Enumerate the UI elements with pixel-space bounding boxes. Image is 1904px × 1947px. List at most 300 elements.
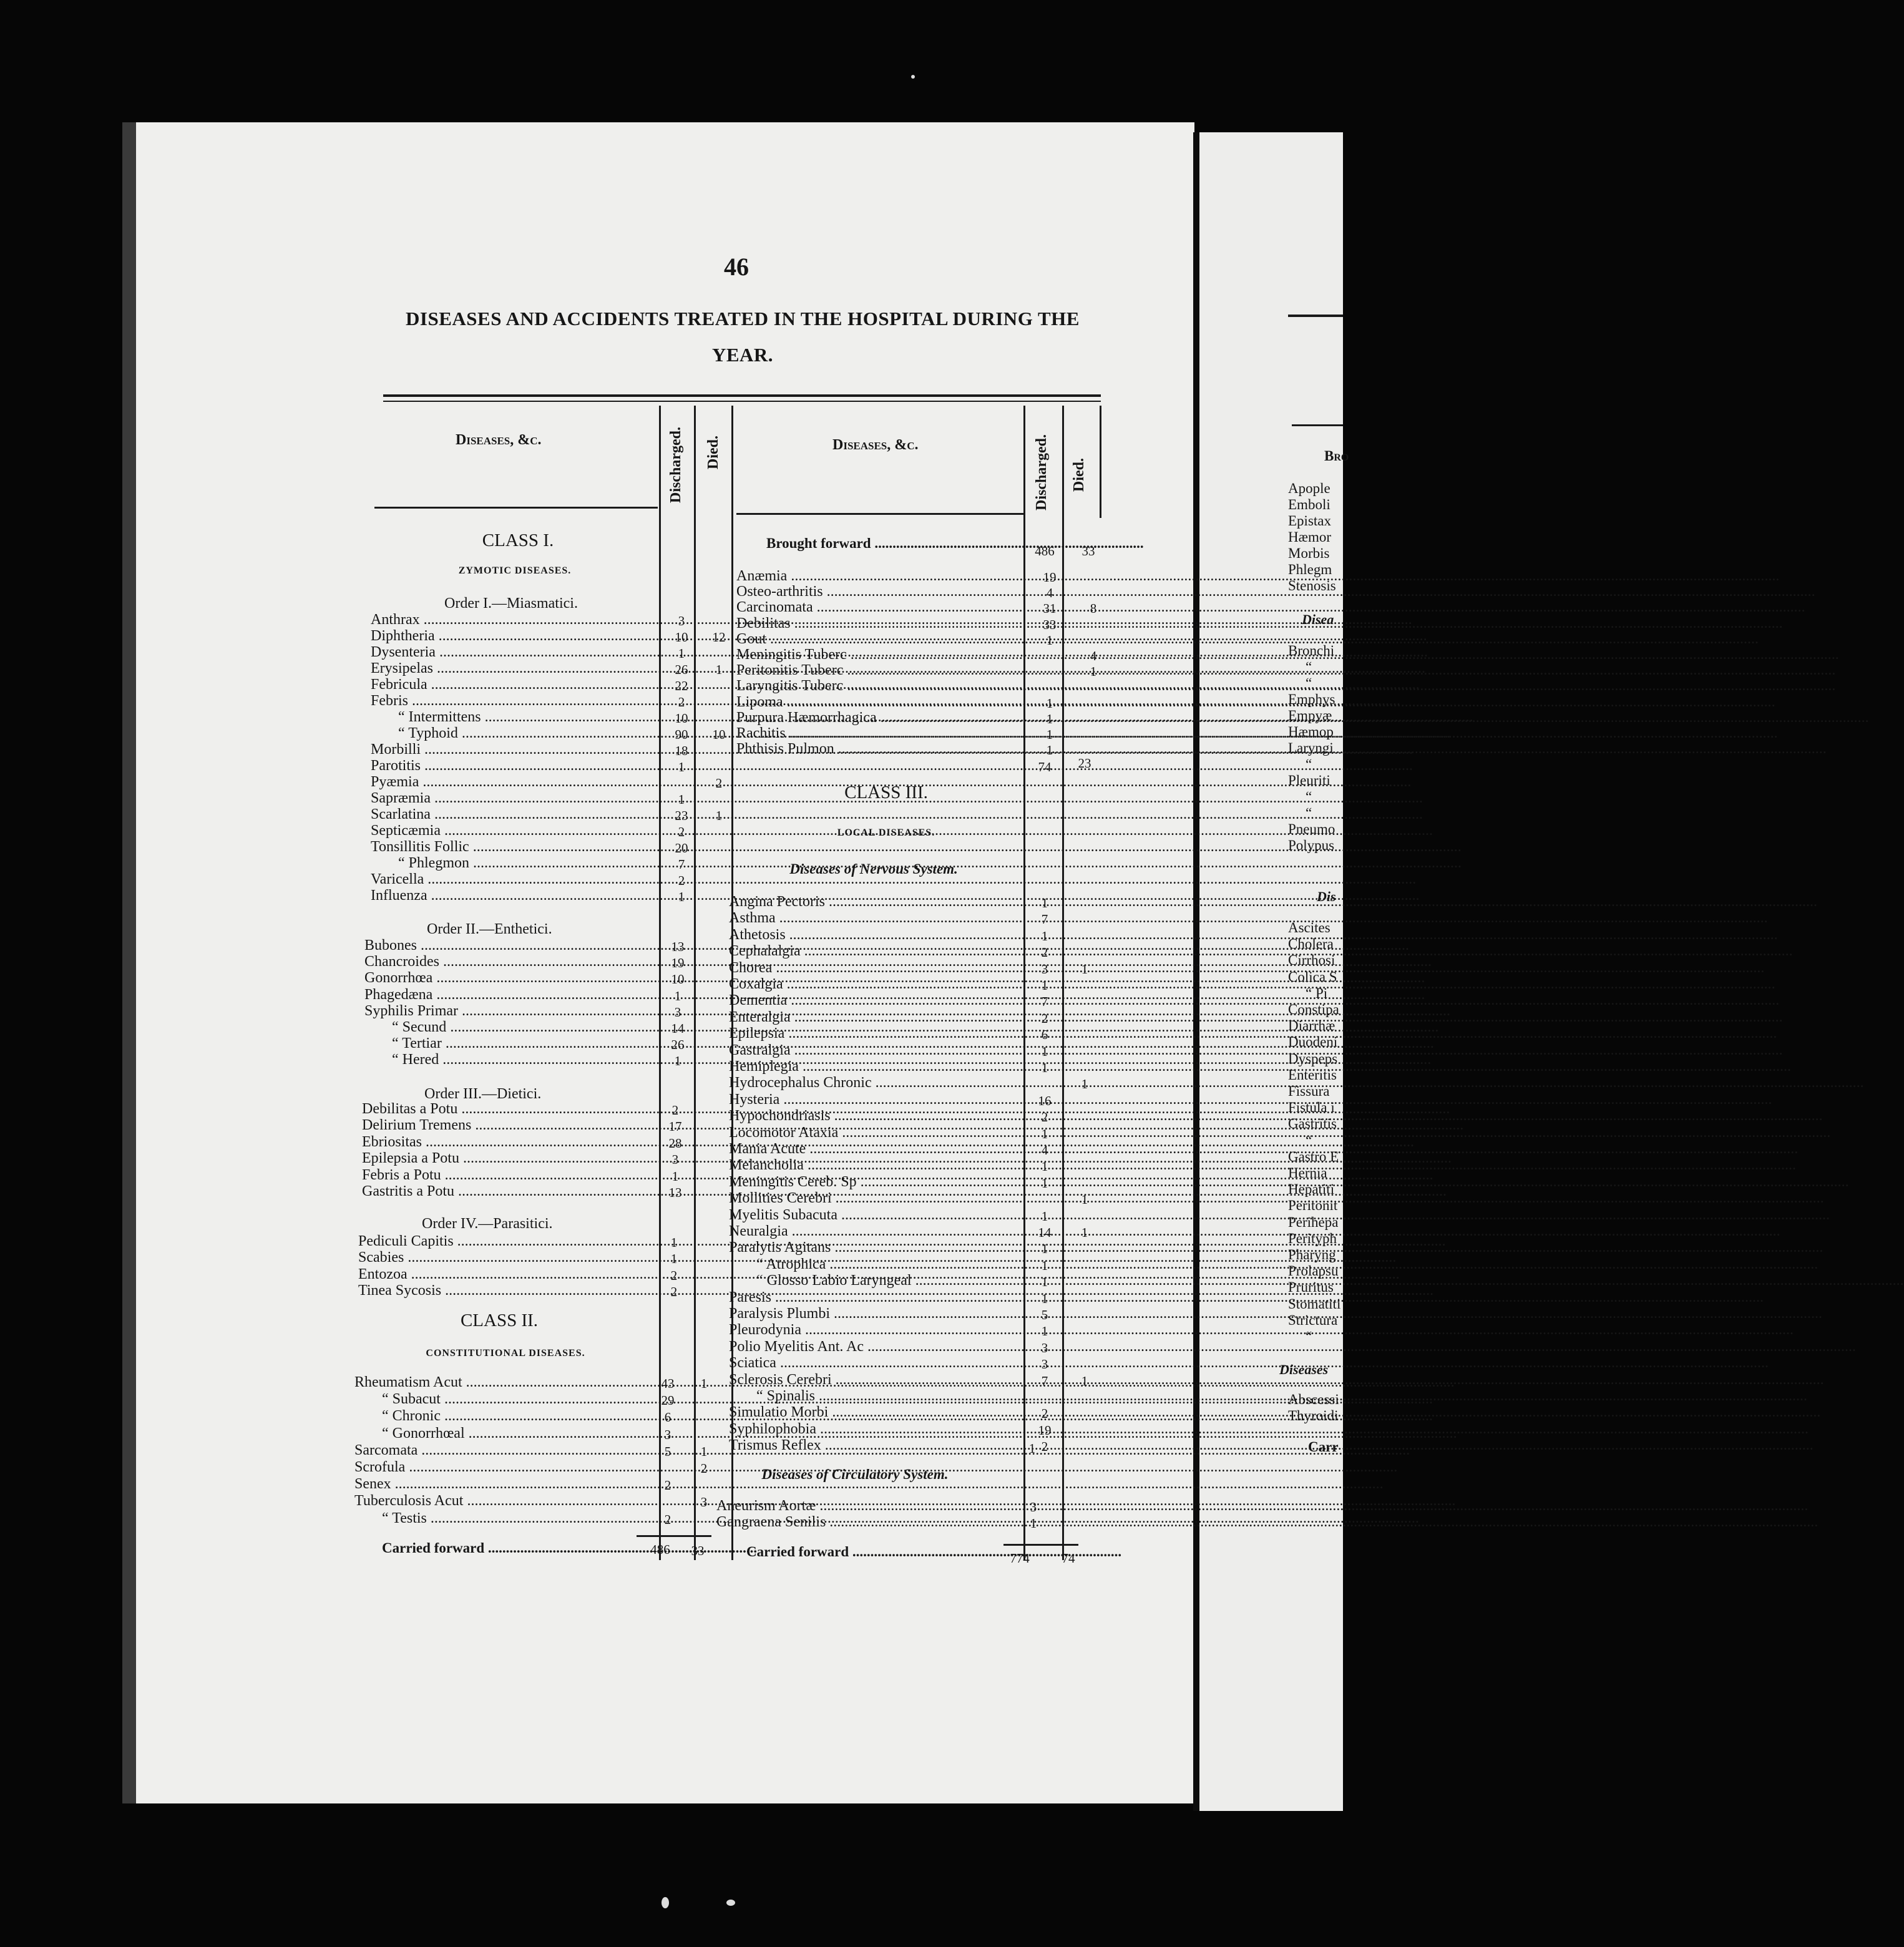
table-row xyxy=(729,1141,1016,1157)
disease-name: Angina Pectoris ..... xyxy=(729,894,1817,910)
died-count: 1 xyxy=(715,662,723,677)
next-page-row: Stenosis xyxy=(1288,578,1336,593)
disease-name: Simulatio Morbi ..... xyxy=(729,1404,1820,1420)
next-page-row: Bronchi xyxy=(1288,643,1335,658)
table-row xyxy=(736,583,1022,600)
discharged-count: 3 xyxy=(674,1004,681,1020)
table-row xyxy=(382,1408,649,1424)
table-row xyxy=(729,927,1016,943)
disease-name: Enteralgia ..... xyxy=(729,1009,1783,1025)
discharged-count: 1 xyxy=(1041,895,1048,910)
disease-name: “ Gonorrhœal ..... xyxy=(382,1425,1457,1442)
discharged-count: 2 xyxy=(1041,1406,1048,1422)
next-page-row: Duodeni xyxy=(1288,1034,1338,1050)
page-title xyxy=(374,301,1111,373)
table-row xyxy=(729,910,1016,926)
next-page-row: Colica S xyxy=(1288,969,1337,985)
header-diseases-left: Diseases, &c. xyxy=(456,432,542,448)
next-page-row: Pleuriti xyxy=(1288,773,1330,788)
discharged-count: 1 xyxy=(674,988,681,1003)
disease-name: Rheumatism Acut ..... xyxy=(354,1374,1455,1390)
next-page-row: Fissura xyxy=(1288,1083,1330,1099)
disease-name: “ Intermittens ..... xyxy=(398,709,1473,725)
next-page-rule xyxy=(1288,315,1343,317)
disease-name: Trismus Reflex ..... xyxy=(729,1437,1814,1453)
table-row xyxy=(729,1305,1016,1322)
col-rule xyxy=(1100,406,1101,518)
next-page-row: Cholera xyxy=(1288,936,1334,952)
discharged-count: 2 xyxy=(1041,1439,1048,1455)
discharged-count: 1 xyxy=(1041,1324,1048,1339)
trismus-extra: 1 xyxy=(1028,1441,1036,1456)
disease-name: “ Typhoid ..... xyxy=(398,725,1450,741)
next-page-row: Cirrhosi xyxy=(1288,952,1335,969)
discharged-count: 14 xyxy=(671,1021,685,1036)
table-row xyxy=(371,628,653,644)
table-row xyxy=(371,774,653,790)
discharged-count: 4 xyxy=(1041,1143,1048,1158)
table-row xyxy=(729,992,1016,1008)
disease-name: Neuralgia ..... xyxy=(729,1223,1780,1239)
disease-name: Dysenteria ..... xyxy=(371,644,1428,660)
disease-name: Cephalalgia ..... xyxy=(729,943,1793,959)
discharged-count: 1 xyxy=(678,759,685,774)
zymotic-heading: ZYMOTIC DISEASES. xyxy=(458,565,572,576)
discharged-count: 33 xyxy=(1043,617,1057,632)
discharged-count: 1 xyxy=(670,1251,678,1267)
next-page-row: “ xyxy=(1306,675,1312,691)
title-line-2: YEAR. xyxy=(711,344,774,366)
discharged-count: 2 xyxy=(1041,1110,1048,1125)
discharged-count: 10 xyxy=(675,630,688,645)
next-page-row: Enteritis xyxy=(1288,1066,1337,1083)
discharged-count: 3 xyxy=(1041,961,1048,977)
discharged-count: 7 xyxy=(1041,994,1048,1010)
next-page-row: Gastro E xyxy=(1288,1148,1339,1164)
table-row xyxy=(729,1091,1016,1108)
constitutional-heading: CONSTITUTIONAL DISEASES. xyxy=(426,1348,585,1359)
table-row xyxy=(364,987,654,1003)
table-row xyxy=(362,1101,654,1117)
next-page-row: Hæmor xyxy=(1288,529,1331,545)
table-row xyxy=(358,1266,653,1282)
disease-name: Febris ..... xyxy=(371,693,1400,709)
discharged-count: 19 xyxy=(1043,570,1057,585)
died-count: 1 xyxy=(700,1443,708,1459)
disease-name: Tonsillitis Follic ..... xyxy=(371,839,1462,855)
next-page-row: Emboli xyxy=(1288,497,1330,512)
next-page-row: “ Pi xyxy=(1306,985,1328,1001)
table-row xyxy=(729,943,1016,959)
left-carried-died: 33 xyxy=(691,1543,705,1558)
disease-name: Hysteria ..... xyxy=(729,1091,1772,1108)
discharged-count: 43 xyxy=(661,1376,675,1391)
disease-name: Epilepsia a Potu ..... xyxy=(362,1150,1452,1166)
table-row xyxy=(371,871,653,887)
table-row xyxy=(392,1019,654,1035)
disease-name: Aneurism Aortæ ..... xyxy=(716,1498,1808,1514)
next-page-row: Abscessi xyxy=(1288,1392,1339,1407)
table-row xyxy=(364,937,654,954)
disease-name: Phagedæna ..... xyxy=(364,987,1425,1003)
discharged-count: 2 xyxy=(678,873,685,888)
right-carried-died: 74 xyxy=(1062,1551,1075,1566)
disease-name: Tinea Sycosis ..... xyxy=(358,1282,1433,1299)
next-page-row: Hæmop xyxy=(1288,724,1334,739)
disease-name: Pyæmia ..... xyxy=(371,774,1411,790)
next-page-row: Fistula i xyxy=(1288,1100,1335,1116)
discharged-count: 4 xyxy=(1046,585,1053,601)
died-count: 4 xyxy=(1090,648,1097,663)
next-page-row: Pruritus xyxy=(1288,1279,1334,1296)
disease-name: Melancholia ..... xyxy=(729,1157,1796,1173)
disease-name: “ Testis ..... xyxy=(382,1510,1419,1526)
discharged-count: 3 xyxy=(671,1152,679,1168)
table-row xyxy=(729,1157,1016,1173)
disease-name: Myelitis Subacuta ..... xyxy=(729,1207,1830,1223)
table-row xyxy=(371,612,653,628)
table-row xyxy=(364,1003,654,1019)
table-row xyxy=(736,662,1022,678)
disease-name: Gout ..... xyxy=(736,631,1759,647)
next-page-italic-heading: Disea xyxy=(1302,612,1334,627)
disease-name: Chorea ..... xyxy=(729,960,1764,976)
discharged-count: 1 xyxy=(1041,1291,1048,1306)
table-row xyxy=(736,694,1022,710)
discharged-count: 1 xyxy=(670,1235,678,1250)
disease-name: Dementia ..... xyxy=(729,992,1779,1008)
table-row xyxy=(382,1510,649,1526)
died-count: 1 xyxy=(700,1376,708,1391)
table-row xyxy=(756,1256,1016,1272)
table-row xyxy=(362,1167,654,1183)
disease-name: Entozoa ..... xyxy=(358,1266,1400,1282)
disease-name: Syphilophobia ..... xyxy=(729,1421,1809,1437)
discharged-count: 1 xyxy=(1041,928,1048,944)
next-page-row: Dyspeps xyxy=(1288,1050,1338,1066)
next-page-row: “ xyxy=(1306,659,1312,675)
next-page-header: Bro xyxy=(1324,448,1349,464)
discharged-count: 2 xyxy=(670,1267,678,1283)
left-carried-forward-label: Carried forward ..... xyxy=(382,1540,634,1556)
table-row xyxy=(729,1404,1016,1420)
died-count: 8 xyxy=(1090,601,1097,617)
disease-name: Debilitas a Potu ..... xyxy=(362,1101,1450,1117)
table-row xyxy=(729,960,1016,976)
table-row xyxy=(371,644,653,660)
class-2-heading: CLASS II. xyxy=(460,1310,539,1330)
table-row xyxy=(358,1249,653,1266)
disease-name: “ Spinalis ..... xyxy=(756,1388,1807,1404)
order-3-heading: Order III.—Dietici. xyxy=(424,1086,542,1102)
disease-name: Pediculi Capitis ..... xyxy=(358,1233,1446,1249)
disease-name: Gonorrhœa ..... xyxy=(364,970,1425,986)
table-top-rule-2 xyxy=(383,401,1101,402)
table-row xyxy=(736,631,1022,647)
table-row xyxy=(362,1150,654,1166)
table-row xyxy=(729,976,1016,992)
table-row xyxy=(756,1272,1016,1289)
next-page-row: Stomatiti xyxy=(1288,1296,1341,1312)
phthisis-discharged: 74 xyxy=(1038,759,1052,774)
disease-name: Meningitis Cereb. Sp ..... xyxy=(729,1174,1849,1190)
right-carried-discharged: 774 xyxy=(1010,1551,1030,1566)
discharged-count: 2 xyxy=(670,1284,678,1300)
table-row xyxy=(354,1374,649,1390)
header-diseases-right: Diseases, &c. xyxy=(832,437,919,453)
table-row xyxy=(729,1289,1016,1305)
table-row xyxy=(392,1035,654,1052)
discharged-count: 1 xyxy=(1041,1126,1048,1141)
table-row xyxy=(729,1174,1016,1190)
disease-name: Lipoma ..... xyxy=(736,694,1775,710)
disease-name: Paralytis Agitans ..... xyxy=(729,1239,1823,1256)
discharged-count: 13 xyxy=(668,1185,682,1200)
table-row xyxy=(729,1042,1016,1058)
table-row xyxy=(371,790,653,806)
class-1-heading: CLASS I. xyxy=(482,530,554,550)
disease-name: Morbilli ..... xyxy=(371,741,1413,758)
discharged-count: 19 xyxy=(671,955,685,971)
discharged-count: 14 xyxy=(1038,1225,1052,1240)
discharged-count: 1 xyxy=(1046,632,1053,648)
disease-name: Purpura Hæmorrhagica ..... xyxy=(736,710,1869,726)
next-page-row: “ xyxy=(1306,1329,1312,1344)
disease-name: Varicella ..... xyxy=(371,871,1416,887)
discharged-count: 2 xyxy=(678,824,685,839)
nervous-heading: Diseases of Nervous System. xyxy=(789,861,958,877)
table-row xyxy=(354,1476,649,1492)
discharged-count: 26 xyxy=(671,1037,685,1053)
table-row xyxy=(358,1233,653,1249)
disease-name: Anthrax ..... xyxy=(371,612,1412,628)
disease-name: Mania Acute ..... xyxy=(729,1141,1798,1157)
table-row xyxy=(729,1355,1016,1371)
table-row xyxy=(736,725,1022,741)
disease-name: Scarlatina ..... xyxy=(371,806,1423,822)
table-row xyxy=(364,970,654,986)
discharged-count: 1 xyxy=(1041,1159,1048,1174)
table-row xyxy=(398,855,653,871)
table-row xyxy=(729,1190,1016,1206)
next-page-row: Gastritis xyxy=(1288,1116,1337,1132)
disease-name: Syphilis Primar ..... xyxy=(364,1003,1450,1019)
disease-name: Scrofula ..... xyxy=(354,1459,1397,1475)
class-3-heading: CLASS III. xyxy=(844,783,928,803)
disease-name: Gangraena Senilis ..... xyxy=(716,1514,1818,1530)
phthisis-died: 23 xyxy=(1078,756,1091,771)
discharged-count: 2 xyxy=(678,695,685,710)
disease-name: Diphtheria ..... xyxy=(371,628,1427,644)
table-row xyxy=(382,1425,649,1442)
disease-name: Gastritis a Potu ..... xyxy=(362,1183,1447,1199)
disease-name: Polio Myelitis Ant. Ac ..... xyxy=(729,1339,1856,1355)
died-count: 1 xyxy=(1081,1192,1088,1208)
discharged-count: 7 xyxy=(1041,1373,1048,1388)
discharged-count: 10 xyxy=(675,711,688,726)
table-row xyxy=(729,1421,1016,1437)
table-row xyxy=(729,1058,1016,1075)
discharged-count: 1 xyxy=(1041,1060,1048,1075)
next-page-row: Emphys xyxy=(1288,691,1335,707)
discharged-count: 3 xyxy=(1030,1500,1037,1515)
brought-forward-label: Brought forward ..... xyxy=(766,535,1016,552)
discharged-count: 19 xyxy=(1038,1422,1052,1438)
next-page-row: Apople xyxy=(1288,481,1330,496)
disease-name: Hypochondriasis ..... xyxy=(729,1108,1823,1124)
discharged-count: 3 xyxy=(664,1427,671,1442)
disease-name: Hemiplegia ..... xyxy=(729,1058,1791,1075)
next-page-row: Pharyng xyxy=(1288,1247,1336,1262)
table-row xyxy=(729,894,1016,910)
died-count: 10 xyxy=(712,727,726,742)
table-row xyxy=(736,568,1022,584)
table-row xyxy=(354,1493,649,1509)
next-page-row: Perihepa xyxy=(1288,1214,1339,1230)
next-page-row: Pneumo xyxy=(1288,821,1335,837)
disease-name: Tuberculosis Acut ..... xyxy=(354,1493,1455,1509)
died-count: 2 xyxy=(715,776,723,791)
header-rule-left xyxy=(374,507,658,509)
table-row xyxy=(729,1108,1016,1124)
disease-name: Epilepsia ..... xyxy=(729,1025,1777,1042)
header-rule-right xyxy=(736,513,1023,515)
table-row xyxy=(382,1391,649,1407)
next-page-row: Morbis xyxy=(1288,545,1330,561)
order-1-heading: Order I.—Miasmatici. xyxy=(444,595,578,612)
discharged-count: 29 xyxy=(661,1393,675,1408)
discharged-count: 1 xyxy=(1041,1257,1048,1273)
next-page-row: Strictura xyxy=(1288,1312,1338,1328)
disease-name: Peritonitis Tuberc ..... xyxy=(736,662,1835,678)
disease-name: “ Hered ..... xyxy=(392,1052,1431,1068)
discharged-count: 2 xyxy=(664,1511,671,1527)
died-count: 1 xyxy=(1081,1373,1088,1388)
page-number: 46 xyxy=(724,253,749,281)
header-died-left: Died. xyxy=(705,436,721,469)
next-page-italic-heading: Diseases xyxy=(1279,1362,1329,1377)
disease-name: Athetosis ..... xyxy=(729,927,1778,943)
scan-speck xyxy=(911,75,915,79)
scan-speck xyxy=(662,1897,669,1908)
next-page-row: Laryngi xyxy=(1288,740,1334,756)
discharged-count: 5 xyxy=(1041,1307,1048,1322)
disease-name: Phthisis Pulmon ..... xyxy=(736,741,1827,757)
next-page-row: Constipa xyxy=(1288,1002,1339,1017)
table-row xyxy=(354,1442,649,1458)
next-page-carried: Carr xyxy=(1308,1439,1339,1455)
disease-name: Mollities Cerebri ..... xyxy=(729,1190,1824,1206)
table-row xyxy=(358,1282,653,1299)
discharged-count: 1 xyxy=(1041,1043,1048,1059)
next-page-row: Empyæ xyxy=(1288,708,1332,723)
disease-name: Sapræmia ..... xyxy=(371,790,1423,806)
table-row xyxy=(736,710,1022,726)
table-row xyxy=(371,676,653,693)
table-row xyxy=(736,678,1022,694)
disease-name: Carcinomata ..... xyxy=(736,599,1805,615)
disease-name: “ Secund ..... xyxy=(392,1019,1438,1035)
disease-name: Febris a Potu ..... xyxy=(362,1167,1433,1183)
table-row xyxy=(729,1125,1016,1141)
disease-name: Sarcomata ..... xyxy=(354,1442,1410,1458)
disease-name: Osteo-arthritis ..... xyxy=(736,583,1815,600)
table-row xyxy=(729,1009,1016,1025)
discharged-count: 18 xyxy=(675,743,688,758)
disease-name: Asthma ..... xyxy=(729,910,1768,926)
disease-name: Sciatica ..... xyxy=(729,1355,1769,1371)
disease-name: Parotitis ..... xyxy=(371,758,1413,774)
disease-name: Paralysis Plumbi ..... xyxy=(729,1305,1822,1322)
next-page-row: Epistax xyxy=(1288,513,1331,529)
table-row xyxy=(371,693,653,709)
table-row xyxy=(729,1075,1016,1091)
disease-name: Meningitis Tuberc ..... xyxy=(736,647,1839,663)
table-row xyxy=(371,660,653,676)
discharged-count: 1 xyxy=(678,646,685,661)
disease-name: Pleurodynia ..... xyxy=(729,1322,1794,1338)
discharged-count: 1 xyxy=(678,889,685,904)
discharged-count: 17 xyxy=(668,1119,682,1135)
circulatory-heading: Diseases of Circulatory System. xyxy=(761,1466,949,1482)
scan-speck xyxy=(726,1900,735,1906)
table-row xyxy=(736,599,1022,615)
disease-name: Coxalgia ..... xyxy=(729,976,1775,992)
next-page-row: Phlegm xyxy=(1288,562,1332,577)
table-row xyxy=(371,758,653,774)
died-count: 12 xyxy=(712,630,726,645)
table-row xyxy=(729,1372,1016,1388)
table-top-rule xyxy=(383,394,1101,397)
disease-name: Gastralgia ..... xyxy=(729,1042,1783,1058)
disease-name: Chancroides ..... xyxy=(364,954,1432,970)
disease-name: “ Phlegmon ..... xyxy=(398,855,1462,871)
discharged-count: 1 xyxy=(671,1168,679,1184)
table-row xyxy=(398,709,653,725)
died-count: 1 xyxy=(715,808,723,823)
brought-discharged: 486 xyxy=(1035,544,1055,559)
discharged-count: 1 xyxy=(1041,1274,1048,1290)
table-row xyxy=(729,1339,1016,1355)
disease-name: “ Chronic ..... xyxy=(382,1408,1433,1424)
disease-name: “ Glosso Labio Laryngeal ..... xyxy=(756,1272,1904,1289)
discharged-count: 1 xyxy=(1041,1175,1048,1191)
table-row xyxy=(729,1322,1016,1338)
discharged-count: 2 xyxy=(1041,1010,1048,1026)
table-row xyxy=(729,1025,1016,1042)
table-row xyxy=(729,1223,1016,1239)
table-row xyxy=(736,615,1022,632)
next-page-row: Ascites xyxy=(1288,920,1330,935)
disease-name: Ebriositas ..... xyxy=(362,1134,1414,1150)
disease-name: “ Subacut ..... xyxy=(382,1391,1433,1407)
discharged-count: 2 xyxy=(664,1478,671,1493)
disease-name: Senex ..... xyxy=(354,1476,1384,1492)
table-row xyxy=(371,887,653,904)
discharged-count: 1 xyxy=(674,1053,681,1069)
disease-name: Rachitis ..... xyxy=(736,725,1778,741)
table-row xyxy=(371,822,653,839)
disease-name: Scabies ..... xyxy=(358,1249,1396,1266)
table-row xyxy=(362,1117,654,1133)
next-page-row: “ xyxy=(1306,756,1312,772)
died-count: 3 xyxy=(700,1495,708,1510)
disease-name: Debilitas ..... xyxy=(736,615,1783,632)
next-page-row: Hernia xyxy=(1288,1165,1327,1181)
discharged-count: 2 xyxy=(1041,945,1048,960)
title-line-1: DISEASES AND ACCIDENTS TREATED IN THE HOSPITAL DURING THE xyxy=(406,308,1080,329)
discharged-count: 1 xyxy=(1046,711,1053,726)
